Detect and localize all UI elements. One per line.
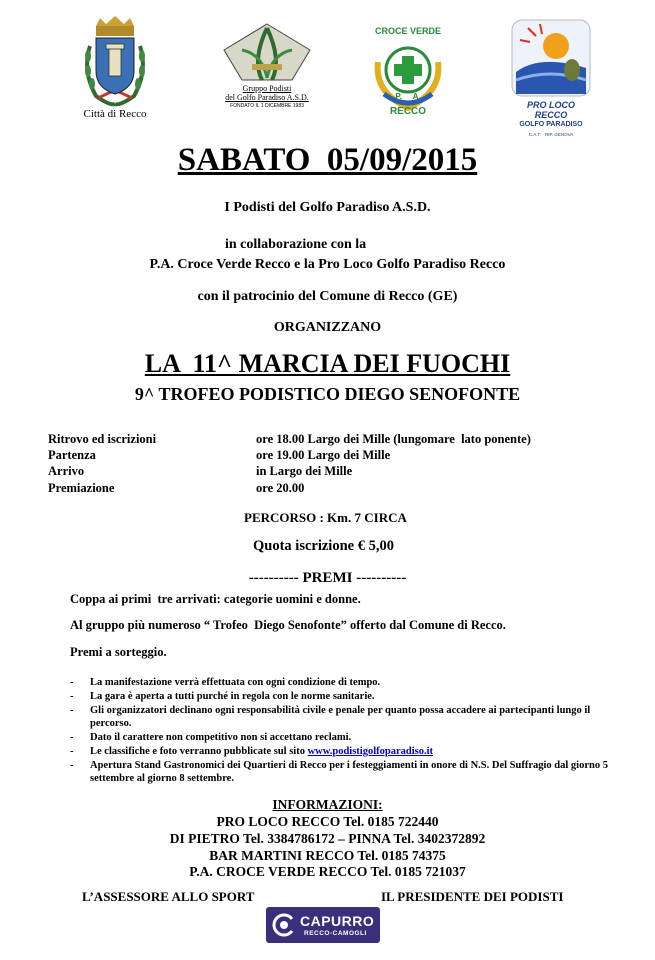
sponsor-name: CAPURRO <box>300 913 375 929</box>
schedule-row-start <box>48 447 391 463</box>
patronage-line: con il patrocinio del Comune di Recco (GE) <box>197 289 458 304</box>
green-cross-emblem-icon <box>364 22 452 118</box>
city-of-recco-logo <box>76 16 154 120</box>
schedule-row-finish <box>48 463 353 479</box>
schedule-value: ore 20.00 <box>256 481 305 495</box>
podisti-logo-line3: FONDATO IL 1 DICEMBRE 1983 <box>230 103 304 109</box>
note-item: - Dato il carattere non competitivo non si accettano reclami. <box>70 732 352 743</box>
schedule-label: Premiazione <box>48 481 115 495</box>
note-text: La manifestazione verrà effettuata con ogni condizione di tempo. <box>90 677 381 688</box>
capurro-mark-icon <box>272 913 296 937</box>
event-subtitle: 9^ TROFEO PODISTICO DIEGO SENOFONTE <box>134 384 521 404</box>
info-line: P.A. CROCE VERDE RECCO Tel. 0185 721037 <box>189 864 466 879</box>
schedule-label: Ritrovo ed iscrizioni <box>48 432 157 446</box>
sun-and-sea-emblem-icon <box>510 18 592 98</box>
prize-line-1: Coppa ai primi tre arrivati: categorie uomini e donne. <box>70 592 361 606</box>
note-item: - Gli organizzatori declinano ogni responsabilità civile e penale per quanto possa accadere ai partecipanti lungo il percorso. <box>70 705 591 729</box>
runners-emblem-icon <box>222 20 312 84</box>
info-line: PRO LOCO RECCO Tel. 0185 722440 <box>216 814 439 829</box>
croce-verde-logo <box>364 22 452 118</box>
capurro-sponsor-logo <box>266 907 380 943</box>
note-text: Gli organizzatori declinano ogni responsabilità civile e penale per quanto possa accadere ai partecipanti lungo il percorso. <box>90 705 591 729</box>
schedule-value: in Largo dei Mille <box>256 464 353 478</box>
pro-loco-recco-logo <box>510 18 592 140</box>
city-caption: Città di Recco <box>83 108 147 120</box>
schedule-row-registration <box>48 431 531 447</box>
note-item: - La manifestazione verrà effettuata con ogni condizione di tempo. <box>70 677 381 688</box>
proloco-logo-line2: GOLFO PARADISO <box>519 121 583 128</box>
info-line: DI PIETRO Tel. 3384786172 – PINNA Tel. 3402372892 <box>169 831 486 846</box>
croce-verde-pa: P. A. <box>395 92 421 101</box>
schedule-value: ore 19.00 Largo dei Mille <box>256 448 391 462</box>
schedule-label: Partenza <box>48 448 96 462</box>
organizer-line: I Podisti del Golfo Paradiso A.S.D. <box>224 200 431 215</box>
organize-line: ORGANIZZANO <box>273 320 382 335</box>
coat-of-arms-icon <box>76 16 154 108</box>
route-distance: PERCORSO : Km. 7 CIRCA <box>244 510 407 525</box>
signature-presidente: IL PRESIDENTE DEI PODISTI <box>381 889 564 904</box>
croce-verde-top: CROCE VERDE <box>374 26 441 36</box>
schedule-label: Arrivo <box>48 464 85 478</box>
signature-assessore: L’ASSESSORE ALLO SPORT <box>82 889 255 904</box>
info-heading: INFORMAZIONI: <box>272 797 383 812</box>
event-date: SABATO 05/09/2015 <box>177 142 478 178</box>
podisti-golfo-paradiso-logo <box>222 20 312 111</box>
schedule-value: ore 18.00 Largo dei Mille (lungomare lato ponente) <box>256 432 531 446</box>
proloco-logo-line1: PRO LOCO RECCO <box>526 100 575 120</box>
croce-verde-bottom: RECCO <box>389 106 427 117</box>
note-item: - Le classifiche e foto verranno pubblicate sul sito www.podistigolfoparadiso.it <box>70 746 434 757</box>
note-item: - La gara è aperta a tutti purché in regola con le norme sanitarie. <box>70 691 375 702</box>
info-line: BAR MARTINI RECCO Tel. 0185 74375 <box>209 848 446 863</box>
note-text: Dato il carattere non competitivo non si accettano reclami. <box>90 732 352 743</box>
registration-fee: Quota iscrizione € 5,00 <box>253 538 394 554</box>
note-item: - Apertura Stand Gastronomici dei Quartieri di Recco per i festeggiamenti in onore di N.S. Del Suffragio dal giorno 5 settembre al giorno 8 settembre. <box>70 760 608 784</box>
podisti-logo-line2: del Golfo Paradiso A.S.D. <box>225 93 309 102</box>
note-text: Le classifiche e foto verranno pubblicate sul sito <box>90 746 308 757</box>
event-title: LA 11^ MARCIA DEI FUOCHI <box>144 349 511 378</box>
proloco-logo-line3: C.A.T. · RIP. GENOVA <box>528 132 574 137</box>
collaboration-line2: P.A. Croce Verde Recco e la Pro Loco Golfo Paradiso Recco <box>149 257 506 272</box>
podisti-logo-line1: Gruppo Podisti <box>242 84 292 93</box>
note-text: La gara è aperta a tutti purché in regola con le norme sanitarie. <box>90 691 375 702</box>
sponsor-sub: RECCO-CAMOGLI <box>304 930 367 937</box>
website-link[interactable]: www.podistigolfoparadiso.it <box>307 746 434 757</box>
prize-line-3: Premi a sorteggio. <box>70 645 167 659</box>
prizes-heading: ---------- PREMI ---------- <box>248 570 407 586</box>
notes-list <box>70 676 630 786</box>
collaboration-line1: in collaborazione con la <box>225 237 367 252</box>
note-text: Apertura Stand Gastronomici dei Quartieri di Recco per i festeggiamenti in onore di N.S. Del Suffragio dal giorno 5 settembre al giorno 8 settembre. <box>90 760 608 784</box>
schedule-row-awards <box>48 480 305 496</box>
prize-line-2: Al gruppo più numeroso “ Trofeo Diego Senofonte” offerto dal Comune di Recco. <box>70 618 506 632</box>
